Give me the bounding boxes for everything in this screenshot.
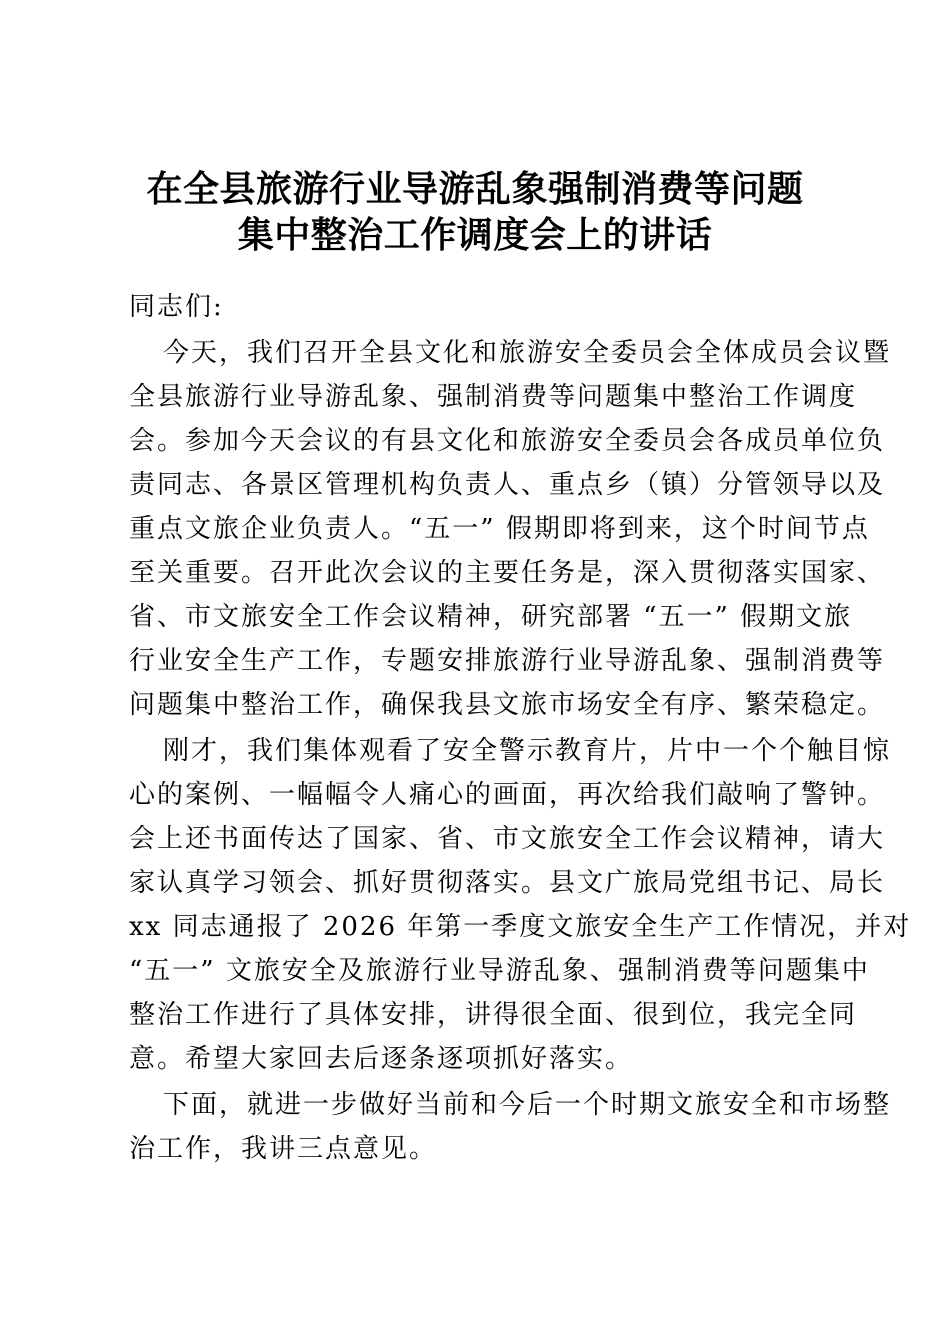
paragraph-1-line-7: 省、市文旅安全工作会议精神，研究部署 “五一” 假期文旅 xyxy=(129,602,853,632)
paragraph-1-line-5: 重点文旅企业负责人。“五一” 假期即将到来，这个时间节点 xyxy=(129,514,870,544)
paragraph-2-line-6: “五一” 文旅安全及旅游行业导游乱象、强制消费等问题集中 xyxy=(129,956,870,986)
document-title-line-1: 在全县旅游行业导游乱象强制消费等问题 xyxy=(146,169,804,210)
paragraph-2-line-3: 会上还书面传达了国家、省、市文旅安全工作会议精神，请大 xyxy=(129,824,886,854)
paragraph-2-line-8: 意。希望大家回去后逐条逐项抓好落实。 xyxy=(129,1044,634,1074)
paragraph-1-line-3: 会。参加今天会议的有县文化和旅游安全委员会各成员单位负 xyxy=(129,426,886,456)
salutation: 同志们: xyxy=(129,292,224,322)
paragraph-1-line-9: 问题集中整治工作，确保我县文旅市场安全有序、繁荣稳定。 xyxy=(129,690,886,720)
paragraph-1-line-1: 今天，我们召开全县文化和旅游安全委员会全体成员会议暨 xyxy=(163,338,892,368)
paragraph-1-line-6: 至关重要。召开此次会议的主要任务是，深入贯彻落实国家、 xyxy=(129,558,886,588)
paragraph-1-line-2: 全县旅游行业导游乱象、强制消费等问题集中整治工作调度 xyxy=(129,382,858,412)
paragraph-2-line-5: xx 同志通报了 2026 年第一季度文旅安全生产工作情况，并对 xyxy=(129,912,912,942)
paragraph-2-line-1: 刚才，我们集体观看了安全警示教育片，片中一个个触目惊 xyxy=(163,736,892,766)
paragraph-3-line-1: 下面，就进一步做好当前和今后一个时期文旅安全和市场整 xyxy=(163,1090,892,1120)
paragraph-1-line-4: 责同志、各景区管理机构负责人、重点乡（镇）分管领导以及 xyxy=(129,470,886,500)
paragraph-3-line-2: 治工作，我讲三点意见。 xyxy=(129,1134,438,1164)
document-title-line-2: 集中整治工作调度会上的讲话 xyxy=(237,215,713,256)
paragraph-2-line-2: 心的案例、一幅幅令人痛心的画面，再次给我们敲响了警钟。 xyxy=(129,780,886,810)
paragraph-1-line-8: 行业安全生产工作，专题安排旅游行业导游乱象、强制消费等 xyxy=(129,646,886,676)
paragraph-2-line-4: 家认真学习领会、抓好贯彻落实。县文广旅局党组书记、局长 xyxy=(129,868,886,898)
paragraph-2-line-7: 整治工作进行了具体安排，讲得很全面、很到位，我完全同 xyxy=(129,1000,858,1030)
